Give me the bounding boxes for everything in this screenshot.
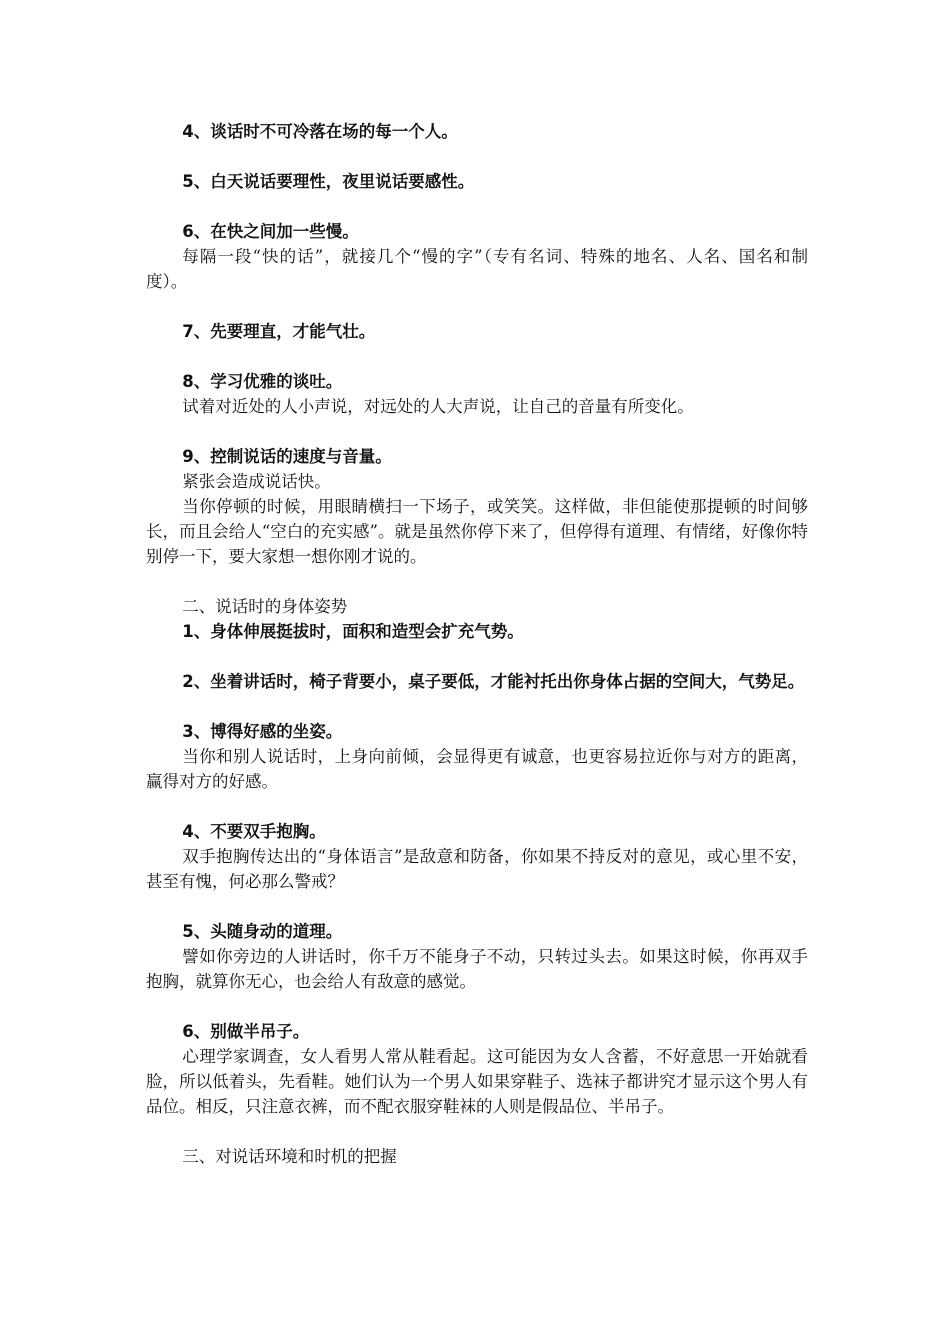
paragraph-gap bbox=[146, 794, 808, 819]
section-heading: 二、说话时的身体姿势 bbox=[182, 597, 348, 616]
item-heading: 4、谈话时不可冷落在场的每一个人。 bbox=[182, 122, 458, 141]
paragraph-gap bbox=[146, 144, 808, 169]
item-heading: 5、白天说话要理性，夜里说话要感性。 bbox=[182, 172, 475, 191]
section-heading: 三、对说话环境和时机的把握 bbox=[182, 1147, 397, 1166]
item-heading: 8、学习优雅的谈吐。 bbox=[182, 372, 343, 391]
item-heading: 9、控制说话的速度与音量。 bbox=[182, 447, 392, 466]
paragraph-gap bbox=[146, 194, 808, 219]
body-paragraph: 每隔一段“快的话”，就接几个“慢的字”（专有名词、特殊的地名、人名、国名和制度）。 bbox=[146, 247, 808, 291]
item-heading: 2、坐着讲话时，椅子背要小，桌子要低，才能衬托出你身体占据的空间大，气势足。 bbox=[182, 672, 805, 691]
paragraph-gap bbox=[146, 644, 808, 669]
item-heading: 3、博得好感的坐姿。 bbox=[182, 722, 343, 741]
paragraph-gap bbox=[146, 694, 808, 719]
body-paragraph: 紧张会造成说话快。 bbox=[182, 472, 331, 491]
body-paragraph: 当你和别人说话时，上身向前倾，会显得更有诚意，也更容易拉近你与对方的距离，赢得对方的好感。 bbox=[146, 747, 808, 791]
item-heading: 7、先要理直，才能气壮。 bbox=[182, 322, 376, 341]
body-paragraph: 试着对近处的人小声说，对远处的人大声说，让自己的音量有所变化。 bbox=[182, 397, 694, 416]
item-heading: 5、头随身动的道理。 bbox=[182, 922, 343, 941]
body-paragraph: 当你停顿的时候，用眼睛横扫一下场子，或笑笑。这样做，非但能使那提顿的时间够长，而且会给人“空白的充实感”。就是虽然你停下来了，但停得有道理、有情绪，好像你特别停一下，要大家想一想你刚才说的。 bbox=[146, 497, 808, 566]
item-heading: 6、在快之间加一些慢。 bbox=[182, 222, 359, 241]
paragraph-gap bbox=[146, 994, 808, 1019]
body-paragraph: 譬如你旁边的人讲话时，你千万不能身子不动，只转过头去。如果这时候，你再双手抱胸，就算你无心，也会给人有敌意的感觉。 bbox=[146, 947, 808, 991]
paragraph-gap bbox=[146, 569, 808, 594]
item-heading: 6、别做半吊子。 bbox=[182, 1022, 310, 1041]
paragraph-gap bbox=[146, 894, 808, 919]
body-paragraph: 双手抱胸传达出的“身体语言”是敌意和防备，你如果不持反对的意见，或心里不安，甚至有愧，何必那么警戒？ bbox=[146, 847, 808, 891]
body-paragraph: 心理学家调查，女人看男人常从鞋看起。这可能因为女人含蓄，不好意思一开始就看脸，所以低着头，先看鞋。她们认为一个男人如果穿鞋子、选袜子都讲究才显示这个男人有品位。相反，只注意衣裤，而不配衣服穿鞋袜的人则是假品位、半吊子。 bbox=[146, 1047, 808, 1116]
paragraph-gap bbox=[146, 344, 808, 369]
item-heading: 4、不要双手抱胸。 bbox=[182, 822, 326, 841]
paragraph-gap bbox=[146, 1119, 808, 1144]
paragraph-gap bbox=[146, 294, 808, 319]
document-page bbox=[146, 119, 808, 1169]
item-heading: 1、身体伸展挺拔时，面积和造型会扩充气势。 bbox=[182, 622, 524, 641]
paragraph-gap bbox=[146, 419, 808, 444]
